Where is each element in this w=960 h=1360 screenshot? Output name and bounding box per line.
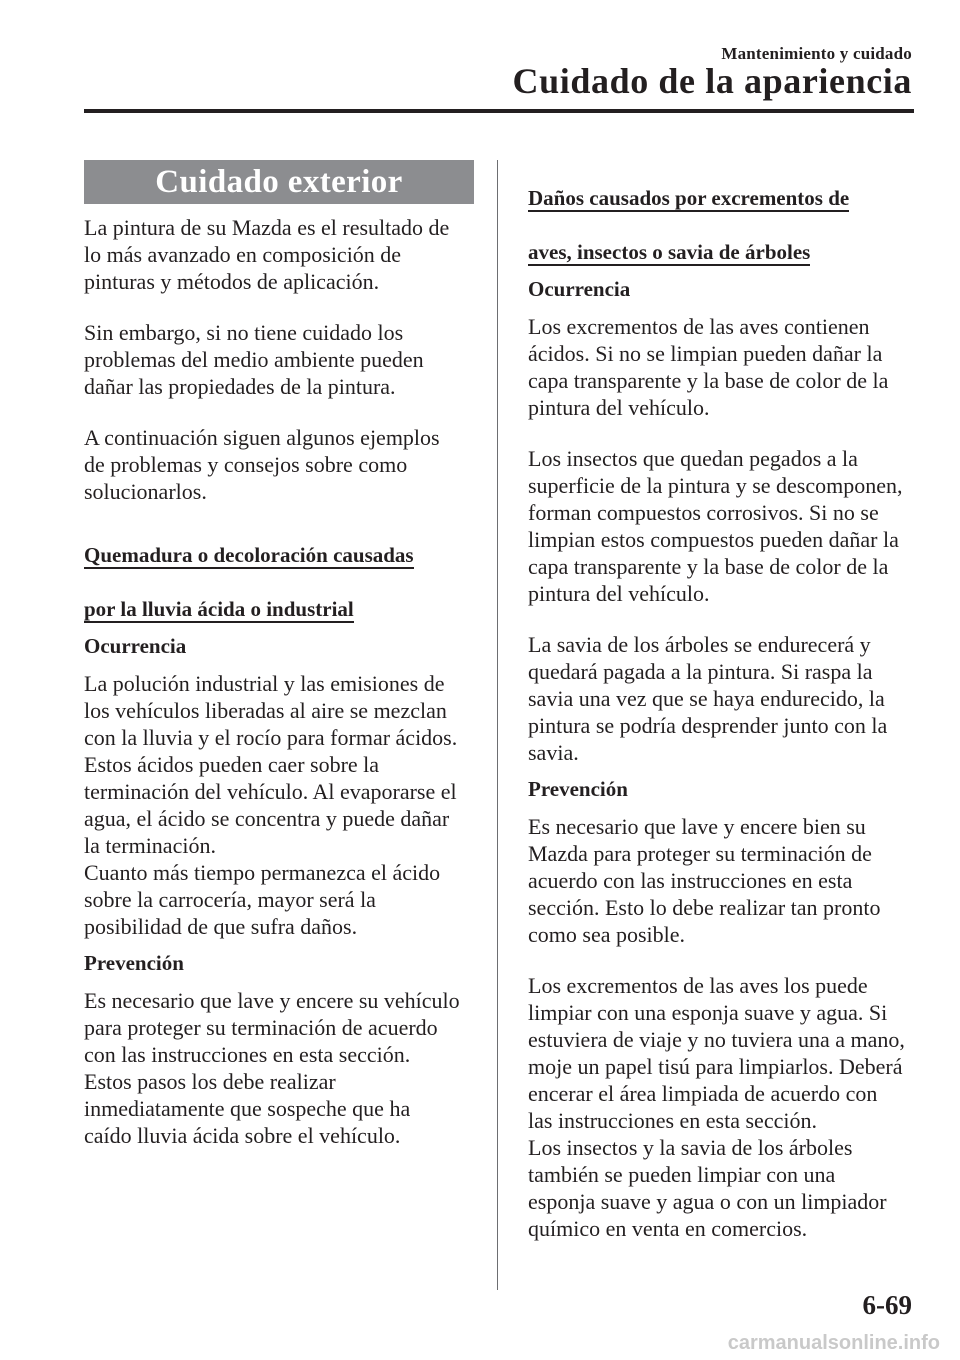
topic-heading-line-2: aves, insectos o savia de árboles: [528, 240, 811, 264]
occurrence-label: Ocurrencia: [84, 634, 187, 658]
intro-paragraph-3: A continuación siguen algunos ejemplos de problemas y consejos sobre como solucionarlos.: [84, 425, 440, 504]
running-header-chapter: Mantenimiento y cuidado: [721, 44, 912, 63]
occurrence-paragraph-1: Los excrementos de las aves contienen ácidos. Si no se limpian pueden dañar la capa transparente y la base de color de la pintura del vehículo.: [528, 314, 889, 420]
topic-heading-birds-insects: [528, 158, 920, 266]
topic-heading-line-1: Quemadura o decoloración causadas: [84, 543, 414, 567]
prevention-text: Es necesario que lave y encere su vehículo para proteger su terminación de acuerdo con las instrucciones en esta sección. Estos pasos los debe realizar inmediatamente que sospeche que ha caído lluvia ácida sobre el vehículo.: [84, 988, 460, 1148]
page-number: 6-69: [862, 1290, 912, 1320]
left-column: [84, 160, 474, 1149]
prevention-label: Prevención: [528, 777, 628, 801]
section-banner: Cuidado exterior: [84, 160, 474, 204]
prevention-paragraph-1: Es necesario que lave y encere bien su Mazda para proteger su terminación de acuerdo con las instrucciones en esta sección. Esto lo debe realizar tan pronto como sea posible.: [528, 814, 881, 947]
column-divider: [497, 160, 498, 1290]
watermark: carmanualsonline.info: [727, 1332, 940, 1354]
occurrence-label: Ocurrencia: [528, 277, 631, 301]
topic-heading-line-2: por la lluvia ácida o industrial: [84, 597, 354, 621]
topic-heading-acid-rain: [84, 515, 474, 623]
occurrence-paragraph-2: Los insectos que quedan pegados a la superficie de la pintura y se descomponen, forman compuestos corrosivos. Si no se limpian estos compuestos pueden dañar la capa transparente y la base de color de la pintura del vehículo.: [528, 446, 903, 606]
topic-heading-line-1: Daños causados por excrementos de: [528, 186, 850, 210]
prevention-paragraph-2: Los excrementos de las aves los puede limpiar con una esponja suave y agua. Si estuviera de viaje y no tuviera una a mano, moje un papel tisú para limpiarlos. Deberá encerar el área limpiada de acuerdo con las instrucciones en esta sección. Los insectos y la savia de los árboles también se pueden limpiar con una esponja suave y agua o con un limpiador químico en venta en comercios.: [528, 973, 905, 1241]
running-header-title: Cuidado de la apariencia: [512, 61, 912, 101]
prevention-label: Prevención: [84, 951, 184, 975]
intro-paragraph-2: Sin embargo, si no tiene cuidado los problemas del medio ambiente pueden dañar las propiedades de la pintura.: [84, 320, 424, 399]
right-column: [528, 158, 920, 1242]
occurrence-text: La polución industrial y las emisiones de los vehículos liberadas al aire se mezclan con la lluvia y el rocío para formar ácidos. Estos ácidos pueden caer sobre la terminación del vehículo. Al evaporarse el agua, el ácido se concentra y puede dañar la terminación. Cuanto más tiempo permanezca el ácido sobre la carrocería, mayor será la posibilidad de que sufra daños.: [84, 671, 458, 939]
occurrence-paragraph-3: La savia de los árboles se endurecerá y quedará pagada a la pintura. Si raspa la savia una vez que se haya endurecido, la pintura se podría desprender junto con la savia.: [528, 632, 888, 765]
header-rule: [84, 109, 914, 113]
intro-paragraph-1: La pintura de su Mazda es el resultado de lo más avanzado en composición de pinturas y métodos de aplicación.: [84, 215, 450, 294]
